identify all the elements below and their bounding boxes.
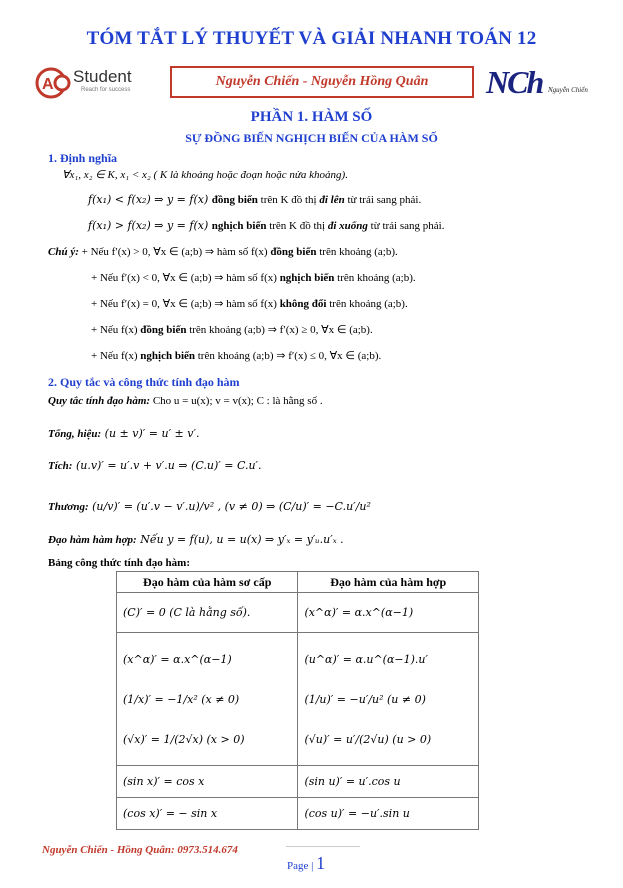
page-label: Page | — [287, 860, 317, 872]
quotient-rule-line — [48, 500, 371, 513]
keyword: đồng biến — [140, 324, 187, 336]
aostudent-logo — [33, 64, 151, 102]
logo-left-text: Student — [73, 67, 132, 86]
table-cell — [117, 593, 298, 633]
table-row — [117, 766, 479, 798]
text: từ trái sang phải. — [367, 220, 445, 232]
product-label: Tích: — [48, 460, 73, 472]
authors-text: Nguyễn Chiến - Nguyễn Hồng Quân — [215, 74, 429, 89]
keyword: đi xuống — [327, 220, 368, 232]
note-line-2 — [91, 271, 416, 284]
math-expr: Nếu y = f(u), u = u(x) ⇒ y′ₓ = y′ᵤ.u′ₓ . — [136, 533, 344, 546]
formula: (sin u)′ = u′.cos u — [304, 775, 401, 788]
text: + Nếu f′(x) > 0, ∀x ∈ (a;b) ⇒ hàm số f(x) — [78, 246, 271, 258]
logo-left-tagline: Reach for success — [81, 87, 131, 93]
text: + Nếu f′(x) < 0, ∀x ∈ (a;b) ⇒ hàm số f(x) — [91, 272, 280, 284]
note-label: Chú ý: — [48, 246, 79, 258]
text: + Nếu f(x) — [91, 324, 141, 336]
page-number — [287, 853, 325, 874]
table-cell — [298, 766, 479, 798]
table-cell — [298, 633, 479, 766]
math-expr: (u.v)′ = u′.v + v′.u ⇒ (C.u)′ = C.u′. — [72, 459, 262, 472]
table-cell — [117, 766, 298, 798]
definition-decreasing — [88, 219, 444, 232]
note-line-5 — [91, 349, 381, 362]
section1-heading: 1. Định nghĩa — [48, 151, 118, 165]
composite-rule-line — [48, 533, 344, 546]
footer-divider — [286, 846, 360, 847]
part-subheading: SỰ ĐỒNG BIẾN NGHỊCH BIẾN CỦA HÀM SỐ — [185, 131, 438, 145]
formula: (C)′ = 0 (C là hằng số). — [123, 606, 251, 619]
math-expr: (u/v)′ = (u′.v − v′.u)/v² , (v ≠ 0) ⇒ (C/u)′ = −C.u′/u² — [88, 500, 371, 513]
formula: (1/u)′ = −u′/u² (u ≠ 0) — [304, 692, 426, 706]
table-cell — [298, 593, 479, 633]
logo-right-sub: Nguyễn Chiến — [548, 86, 588, 94]
formula: (x^α)′ = α.x^(α−1) — [123, 652, 232, 666]
note-line-1 — [48, 245, 398, 258]
column-header: Đạo hàm của hàm sơ cấp — [117, 572, 298, 593]
composite-label: Đạo hàm hàm hợp: — [48, 534, 137, 546]
rule-line — [48, 395, 323, 407]
keyword: không đổi — [279, 298, 327, 310]
keyword: nghịch biến — [279, 272, 335, 284]
rule-label: Quy tắc tính đạo hàm: — [48, 395, 151, 407]
formula: (sin x)′ = cos x — [123, 775, 205, 788]
sum-rule-line — [48, 427, 199, 440]
document-title: TÓM TẮT LÝ THUYẾT VÀ GIẢI NHANH TOÁN 12 — [86, 28, 537, 49]
table-header-row — [117, 572, 479, 593]
column-header: Đạo hàm của hàm hợp — [298, 572, 479, 593]
text: trên khoảng (a;b). — [316, 246, 398, 258]
keyword: đồng biến — [211, 194, 258, 206]
part-heading: PHẦN 1. HÀM SỐ — [250, 109, 373, 125]
text: trên khoảng (a;b). — [334, 272, 416, 284]
definition-text: ∀x₁, x₂ ∈ K, x₁ < x₂ ( K là khoảng hoặc đoạn hoặc nửa khoảng). — [62, 169, 348, 181]
text: trên K đồ thị — [257, 194, 320, 206]
product-rule-line — [48, 459, 262, 472]
author-box — [170, 66, 474, 98]
table-row — [117, 593, 479, 633]
table-caption: Bảng công thức tính đạo hàm: — [48, 557, 190, 569]
text: + Nếu f(x) — [91, 350, 141, 362]
formula: (cos u)′ = −u′.sin u — [304, 807, 410, 820]
keyword: đi lên — [319, 194, 345, 206]
table-cell — [298, 798, 479, 830]
table-row — [117, 798, 479, 830]
logo-right-text: NCh — [486, 64, 543, 100]
derivative-table — [116, 571, 479, 830]
text: + Nếu f′(x) = 0, ∀x ∈ (a;b) ⇒ hàm số f(x) — [91, 298, 280, 310]
text: trên khoảng (a;b). — [326, 298, 408, 310]
section2-heading: 2. Quy tắc và công thức tính đạo hàm — [48, 375, 240, 389]
quotient-label: Thương: — [48, 501, 89, 513]
formula: (cos x)′ = − sin x — [123, 807, 218, 820]
math-expr: (u ± v)′ = u′ ± v′. — [101, 427, 200, 440]
math-expr: f(x₁) > f(x₂) ⇒ y = f(x) — [88, 219, 212, 232]
formula: (x^α)′ = α.x^(α−1) — [304, 606, 414, 619]
keyword: đồng biến — [270, 246, 317, 258]
svg-text:A: A — [42, 76, 54, 93]
definition-line-1 — [62, 168, 348, 181]
formula: (u^α)′ = α.u^(α−1).u′ — [304, 652, 428, 666]
formula: (√x)′ = 1/(2√x) (x > 0) — [123, 732, 245, 746]
formula: (1/x)′ = −1/x² (x ≠ 0) — [123, 692, 240, 706]
table-row — [117, 633, 479, 766]
formula: (√u)′ = u′/(2√u) (u > 0) — [304, 732, 432, 746]
math-expr: f(x₁) < f(x₂) ⇒ y = f(x) — [88, 193, 212, 206]
note-line-3 — [91, 297, 408, 310]
text: trên K đồ thị — [266, 220, 328, 232]
table-cell — [117, 798, 298, 830]
table-cell — [117, 633, 298, 766]
sum-label: Tổng, hiệu: — [48, 428, 102, 440]
text: trên khoảng (a;b) ⇒ f′(x) ≥ 0, ∀x ∈ (a;b). — [186, 324, 373, 336]
page-number-value: 1 — [316, 853, 326, 873]
footer-contact: Nguyễn Chiến - Hồng Quân: 0973.514.674 — [42, 844, 238, 856]
keyword: nghịch biến — [211, 220, 267, 232]
nch-logo — [484, 64, 604, 104]
note-line-4 — [91, 323, 373, 336]
text: từ trái sang phải. — [344, 194, 422, 206]
text: Cho u = u(x); v = v(x); C : là hằng số . — [150, 395, 323, 407]
keyword: nghịch biến — [140, 350, 195, 362]
text: trên khoảng (a;b) ⇒ f′(x) ≤ 0, ∀x ∈ (a;b). — [195, 350, 382, 362]
definition-increasing — [88, 193, 421, 206]
